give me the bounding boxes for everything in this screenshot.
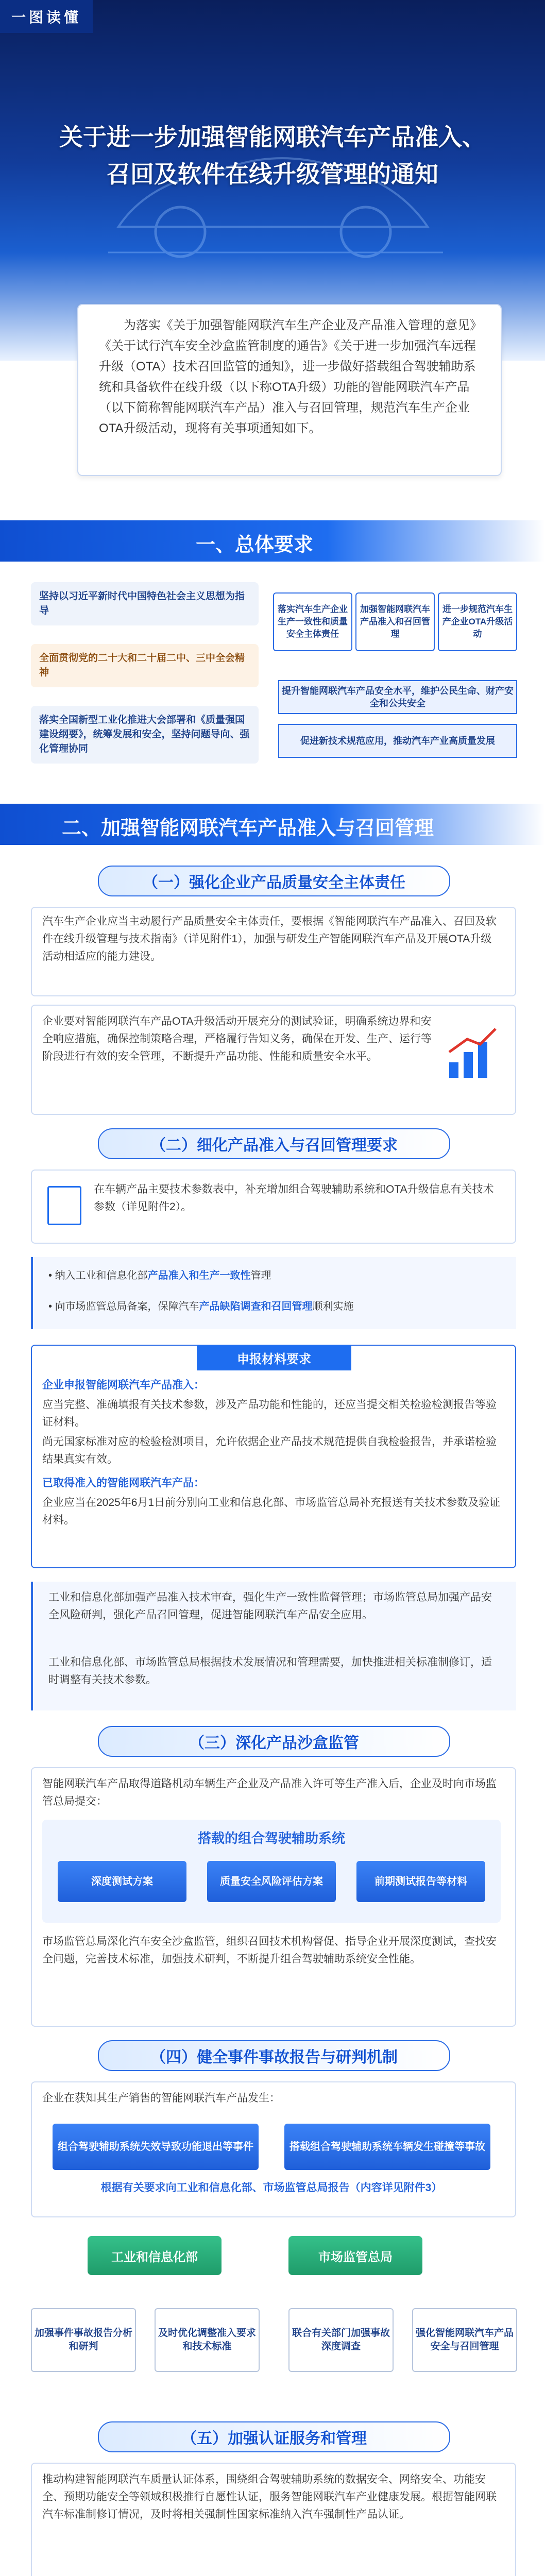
sub3-para2: 市场监管总局深化汽车安全沙盒监管，组织召回技术机构督促、指导企业开展深度测试，查找安全问题，完善技术标准，加强技术研判，不断提升组合驾驶辅助系统安全性能。: [42, 1936, 497, 1965]
outcome-box-2: 促进新技术规范应用，推动汽车产业高质量发展: [278, 724, 517, 758]
sub4-event-2: 搭载组合驾驶辅助系统车辆发生碰撞等事故: [284, 2124, 490, 2170]
sub4-card: [31, 2081, 516, 2217]
sub5-title: （五）加强认证服务和管理: [98, 2421, 450, 2452]
sub3-para1: 智能网联汽车产品取得道路机动车辆生产企业及产品准入许可等生产准入后，企业及时向市场监管总局提交：: [42, 1778, 497, 1807]
sub2-card-1: [31, 1170, 516, 1244]
intro-text: 为落实《关于加强智能网联汽车生产企业及产品准入管理的意见》《关于试行汽车安全沙盒监管制度的通告》《关于进一步加强汽车远程升级（OTA）技术召回监管的通知》，进一步做好搭载组合驾驶辅助系统和具备软件在线升级（以下称OTA升级）功能的智能网联汽车产品（以下简称智能网联汽车产品）准入与召回管理，规范汽车生产企业OTA升级活动，现将有关事项通知如下。: [99, 318, 476, 435]
page-title-line2: 召回及软件在线升级管理的通知: [107, 161, 438, 188]
goal-box-2: 加强智能网联汽车产品准入和召回管理: [355, 592, 435, 651]
sub4-title: （四）健全事件事故报告与研判机制: [98, 2040, 450, 2071]
sub1-title: （一）强化企业产品质量安全主体责任: [98, 866, 450, 896]
goal-box-3: 进一步规范汽车生产企业OTA升级活动: [438, 592, 517, 651]
section1-header: [0, 520, 545, 562]
req-company-1: 应当完整、准确填报有关技术参数，涉及产品功能和性能的，还应当提交相关检验检测报告等验证材料。: [42, 1399, 497, 1428]
page-title: [31, 118, 514, 193]
sub2-bullet-1: • 纳入工业和信息化部产品准入和生产一致性管理: [48, 1270, 271, 1281]
section2-header: [0, 804, 545, 845]
intro-card: [77, 304, 502, 476]
sub2-bullet-2: • 向市场监管总局备案，保障汽车产品缺陷调查和召回管理顺利实施: [48, 1301, 354, 1312]
page-title-line1: 关于进一步加强智能网联汽车产品准入、: [59, 124, 486, 150]
sub5-card: [31, 2463, 516, 2576]
sub3-title: （三）深化产品沙盒监管: [98, 1726, 450, 1757]
step-4: 强化智能网联汽车产品安全与召回管理: [412, 2308, 517, 2372]
requirements-header: 申报材料要求: [197, 1345, 351, 1370]
hero-tag: 一图读懂: [0, 0, 93, 33]
sub2-bullets: [31, 1257, 516, 1329]
sub2-para1: 在车辆产品主要技术参数表中，补充增加组合驾驶辅助系统和OTA升级信息有关技术参数（详见附件2）。: [94, 1183, 494, 1213]
step-2: 及时优化调整准入要求和技术标准: [155, 2308, 260, 2372]
sub4-note: 根据有关要求向工业和信息化部、市场监管总局报告（内容详见附件3）: [100, 2182, 442, 2194]
bullet2-highlight: 产品缺陷调查和召回管理: [199, 1301, 313, 1312]
sub3-item-1: 深度测试方案: [58, 1861, 186, 1902]
bullet1-highlight: 产品准入和生产一致性: [147, 1270, 251, 1281]
sub4-event-1: 组合驾驶辅助系统失效导致功能退出等事件: [53, 2124, 259, 2170]
goal-box-1: 落实汽车生产企业生产一致性和质量安全主体责任: [273, 592, 352, 651]
req-approved-label: 已取得准入的智能网联汽车产品：: [42, 1477, 205, 1489]
sub3-box-title: 搭载的组合驾驶辅助系统: [197, 1831, 345, 1846]
work-bullets: [31, 1582, 516, 1710]
sub3-item-3: 前期测试报告等材料: [356, 1861, 485, 1902]
sub4-para1: 企业在获知其生产销售的智能网联汽车产品发生：: [42, 2092, 280, 2104]
section2-title: 二、加强智能网联汽车产品准入与召回管理: [62, 818, 434, 839]
requirements-card: [31, 1345, 516, 1568]
step-1: 加强事件事故报告分析和研判: [31, 2308, 136, 2372]
sub1-para1: 汽车生产企业应当主动履行产品质量安全主体责任，要根据《智能网联汽车产品准入、召回及软件在线升级管理与技术指南》（详见附件1），加强与研发生产智能网联汽车产品及开展OTA升级活动相适应的能力建设。: [42, 916, 497, 962]
step-3: 联合有关部门加强事故深度调查: [288, 2308, 394, 2372]
req-company-label: 企业申报智能网联汽车产品准入：: [42, 1379, 205, 1391]
sub2-title: （二）细化产品准入与召回管理要求: [98, 1128, 450, 1159]
org-samr: 市场监管总局: [288, 2236, 422, 2275]
sub3-item-2: 质量安全风险评估方案: [207, 1861, 336, 1902]
bullet1-post: 管理: [250, 1270, 271, 1281]
outcome-box-1: 提升智能网联汽车产品安全水平，维护公民生命、财产安全和公共安全: [278, 680, 517, 714]
section1-title: 一、总体要求: [196, 534, 314, 556]
principle-item-2: 全面贯彻党的二十大和二十届二中、三中全会精神: [31, 644, 259, 687]
work-item-2: 工业和信息化部、市场监管总局根据技术发展情况和管理需要，加快推进相关标准制修订，适时调整有关技术参数。: [48, 1656, 492, 1686]
principle-item-1: 坚持以习近平新时代中国特色社会主义思想为指导: [31, 582, 259, 625]
sub3-box: [42, 1820, 501, 1923]
principle-item-3: 落实全国新型工业化推进大会部署和《质量强国建设纲要》，统筹发展和安全，坚持问题导向、强化管理协同: [31, 706, 259, 764]
req-company-2: 尚无国家标准对应的检验检测项目，允许依据企业产品技术规范提供自我检验报告，并承诺检验结果真实有效。: [42, 1436, 497, 1465]
bullet2-post: 顺利实施: [312, 1301, 354, 1312]
document-icon: [47, 1186, 81, 1225]
sub5-para1: 推动构建智能网联汽车质量认证体系，围绕组合驾驶辅助系统的数据安全、网络安全、功能安全、预期功能安全等领域积极推行自愿性认证，服务智能网联汽车产业健康发展。根据智能网联汽车标准制修订情况，及时将相关强制性国家标准纳入汽车强制性产品认证。: [42, 2473, 497, 2520]
work-item-1: 工业和信息化部加强产品准入技术审查，强化生产一致性监督管理；市场监管总局加强产品安全风险研判，强化产品召回管理，促进智能网联汽车产品安全应用。: [48, 1591, 492, 1621]
req-approved-1: 企业应当在2025年6月1日前分别向工业和信息化部、市场监管总局补充报送有关技术参数及验证材料。: [42, 1497, 501, 1526]
bullet1-pre: 纳入工业和信息化部: [55, 1270, 148, 1281]
bullet2-pre: 向市场监管总局备案，保障汽车: [55, 1301, 199, 1312]
sub1-para2: 企业要对智能网联汽车产品OTA升级活动开展充分的测试验证，明确系统边界和安全响应措施，确保控制策略合理，严格履行告知义务，确保在开发、生产、运行等阶段进行有效的安全管理，不断提升产品功能、性能和质量安全水平。: [42, 1015, 432, 1062]
growth-chart-icon: [444, 1026, 501, 1083]
sub1-card-2: [31, 1005, 516, 1115]
sub1-card-1: [31, 907, 516, 996]
org-miit: 工业和信息化部: [88, 2236, 222, 2275]
sub3-card: [31, 1767, 516, 2027]
